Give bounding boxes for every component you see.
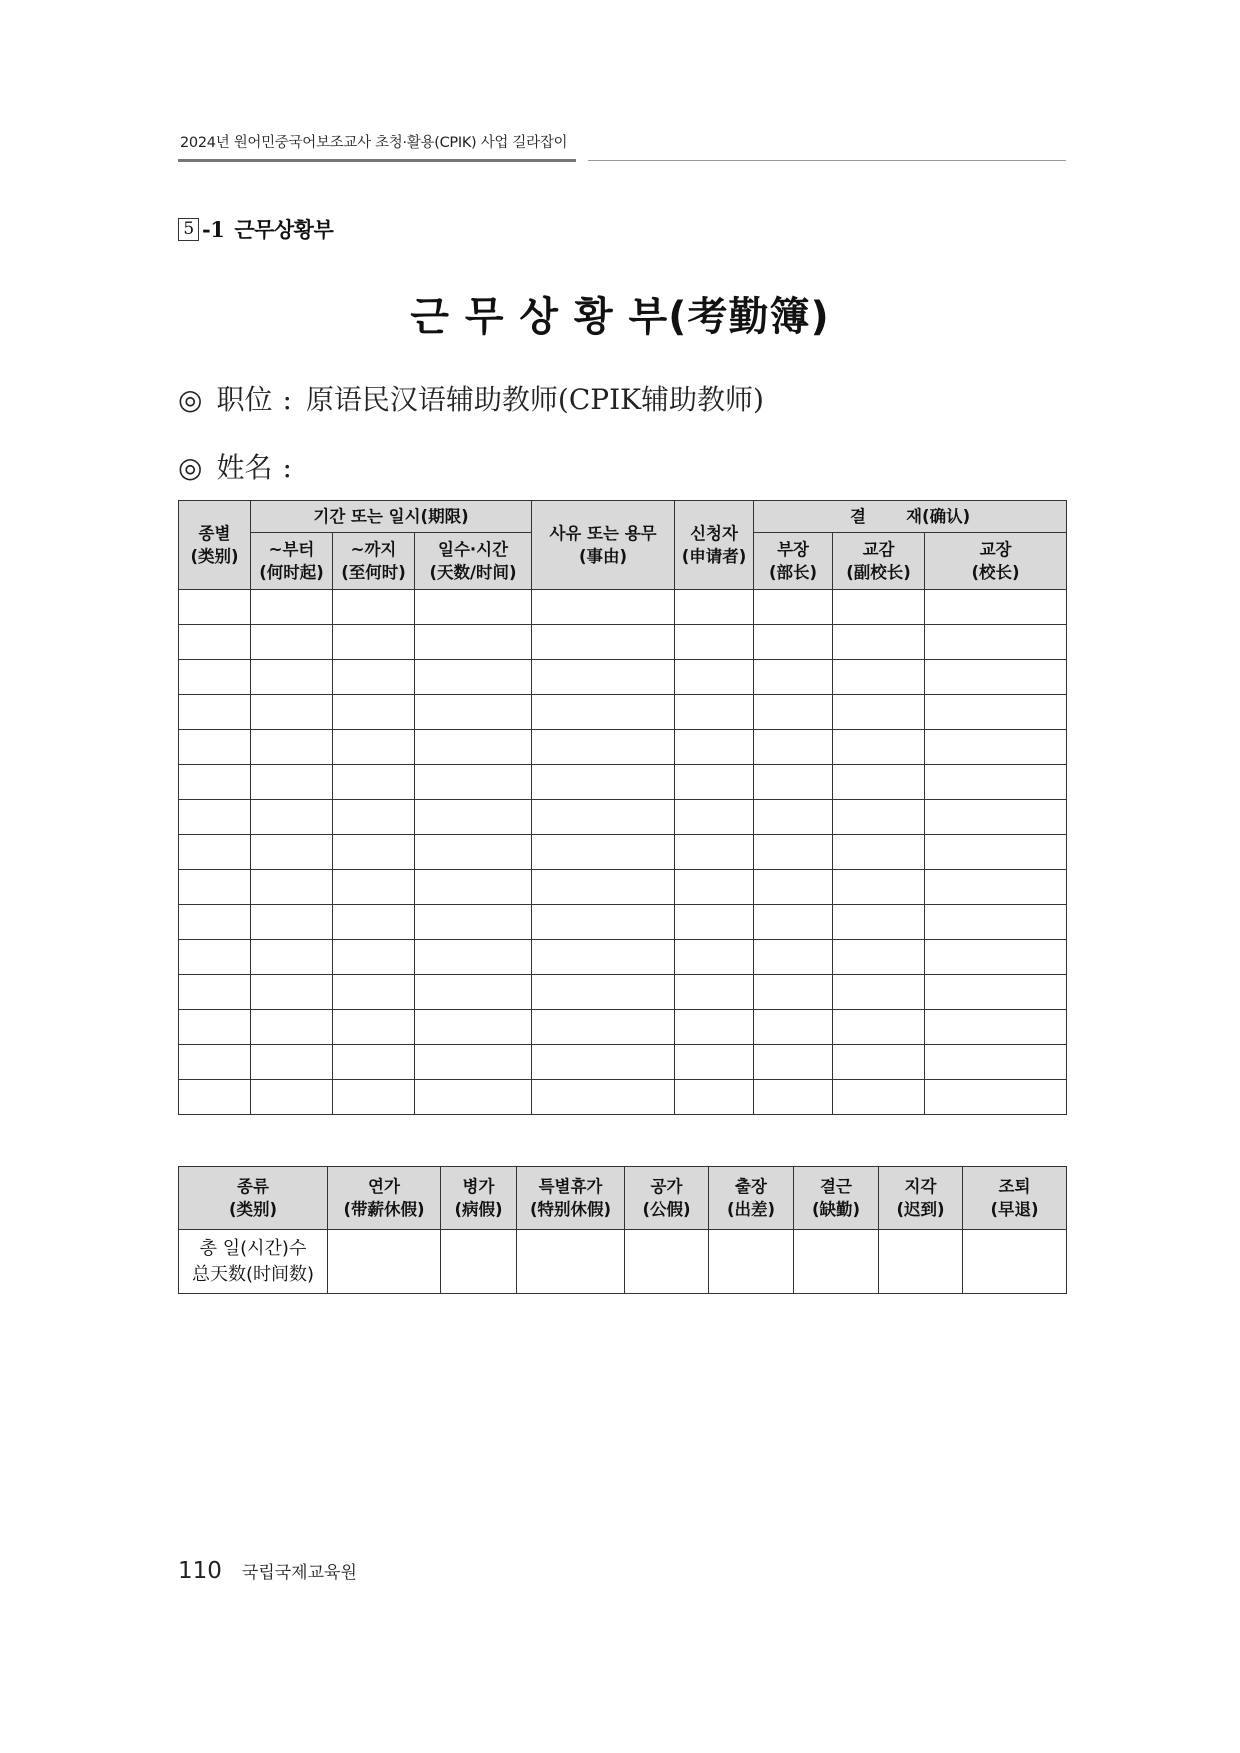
position-colon: :	[282, 383, 292, 416]
table-cell[interactable]	[251, 590, 333, 625]
summary-header-cell: 연가 (带薪休假)	[328, 1167, 441, 1230]
table-cell[interactable]	[675, 590, 754, 625]
table-row	[179, 590, 1067, 625]
table-cell[interactable]	[675, 975, 754, 1010]
running-head: 2024년 원어민중국어보조교사 초청·활용(CPIK) 사업 길라잡이	[180, 135, 568, 151]
table-row	[179, 730, 1067, 765]
table-cell[interactable]	[179, 1010, 251, 1045]
table-cell[interactable]	[415, 905, 532, 940]
table-cell[interactable]	[833, 730, 925, 765]
header-rule-thin	[588, 160, 1066, 161]
table-cell[interactable]	[251, 1045, 333, 1080]
table-cell[interactable]	[415, 730, 532, 765]
attendance-table	[178, 500, 1067, 1115]
table-cell[interactable]	[833, 765, 925, 800]
summary-header-cell: 출장 (出差)	[709, 1167, 794, 1230]
table-cell[interactable]	[833, 625, 925, 660]
table-cell[interactable]	[833, 660, 925, 695]
table-cell[interactable]	[754, 800, 833, 835]
table-cell[interactable]	[179, 975, 251, 1010]
organization-name: 국립국제교육원	[241, 1563, 357, 1583]
section-heading	[178, 214, 333, 244]
table-cell[interactable]	[333, 870, 415, 905]
table-cell[interactable]	[925, 660, 1067, 695]
table-cell[interactable]	[251, 940, 333, 975]
from-header: ~부터 (何时起)	[251, 533, 333, 590]
table-cell[interactable]	[333, 730, 415, 765]
summary-header-cell: 지각 (迟到)	[879, 1167, 963, 1230]
table-cell[interactable]	[754, 870, 833, 905]
table-cell[interactable]	[333, 625, 415, 660]
table-row	[179, 625, 1067, 660]
section-number-suffix: -1	[202, 216, 225, 242]
table-cell[interactable]	[333, 835, 415, 870]
header-rule-thick	[178, 159, 576, 162]
table-cell[interactable]	[179, 765, 251, 800]
table-cell[interactable]	[333, 660, 415, 695]
table-cell[interactable]	[179, 590, 251, 625]
table-cell[interactable]	[675, 940, 754, 975]
table-cell[interactable]	[415, 695, 532, 730]
table-row	[179, 765, 1067, 800]
section-title: 근무상황부	[234, 217, 334, 242]
table-cell[interactable]	[925, 765, 1067, 800]
principal-header: 교장 (校长)	[925, 533, 1067, 590]
table-cell[interactable]	[251, 660, 333, 695]
name-field	[178, 446, 306, 486]
table-cell[interactable]	[833, 870, 925, 905]
table-cell[interactable]	[925, 730, 1067, 765]
summary-value-cell[interactable]	[879, 1230, 963, 1294]
summary-header-cell: 특별휴가 (特别休假)	[517, 1167, 625, 1230]
table-cell[interactable]	[251, 800, 333, 835]
table-cell[interactable]	[251, 1010, 333, 1045]
summary-value-cell[interactable]	[517, 1230, 625, 1294]
table-cell[interactable]	[925, 1010, 1067, 1045]
table-cell[interactable]	[333, 975, 415, 1010]
table-cell[interactable]	[532, 940, 675, 975]
bullet-mark: ◎	[178, 383, 203, 416]
table-cell[interactable]	[833, 1045, 925, 1080]
summary-header-cell: 결근 (缺勤)	[794, 1167, 879, 1230]
position-value: 原语民汉语辅助教师(CPIK辅助教师)	[305, 383, 764, 416]
table-cell[interactable]	[754, 835, 833, 870]
days-header: 일수·시간 (天数/时间)	[415, 533, 532, 590]
table-cell[interactable]	[333, 1010, 415, 1045]
bullet-mark: ◎	[178, 451, 203, 484]
period-header: 기간 또는 일시(期限)	[251, 501, 532, 533]
summary-value-cell[interactable]	[709, 1230, 794, 1294]
applicant-header: 신청자 (申请者)	[675, 501, 754, 590]
table-cell[interactable]	[925, 625, 1067, 660]
table-cell[interactable]	[179, 660, 251, 695]
table-row	[179, 1010, 1067, 1045]
table-cell[interactable]	[925, 940, 1067, 975]
table-cell[interactable]	[833, 695, 925, 730]
table-cell[interactable]	[251, 975, 333, 1010]
table-cell[interactable]	[532, 730, 675, 765]
table-cell[interactable]	[532, 975, 675, 1010]
summary-header-cell: 병가 (病假)	[441, 1167, 517, 1230]
table-cell[interactable]	[532, 1045, 675, 1080]
summary-header-cell: 종류 (类别)	[179, 1167, 328, 1230]
table-cell[interactable]	[925, 835, 1067, 870]
table-cell[interactable]	[415, 1045, 532, 1080]
summary-header-cell: 조퇴 (早退)	[963, 1167, 1067, 1230]
table-cell[interactable]	[675, 625, 754, 660]
name-colon: :	[282, 451, 292, 484]
table-cell[interactable]	[179, 870, 251, 905]
table-cell[interactable]	[532, 1010, 675, 1045]
table-row	[179, 660, 1067, 695]
summary-value-cell[interactable]	[328, 1230, 441, 1294]
table-row	[179, 1080, 1067, 1115]
table-cell[interactable]	[925, 975, 1067, 1010]
table-cell[interactable]	[833, 800, 925, 835]
position-label: 职位	[216, 383, 273, 416]
table-cell[interactable]	[415, 660, 532, 695]
type-header: 종별 (类别)	[179, 501, 251, 590]
position-field	[178, 378, 764, 418]
reason-header: 사유 또는 용무 (事由)	[532, 501, 675, 590]
table-cell[interactable]	[179, 940, 251, 975]
table-cell[interactable]	[754, 1080, 833, 1115]
table-cell[interactable]	[833, 940, 925, 975]
table-row	[179, 940, 1067, 975]
table-cell[interactable]	[333, 695, 415, 730]
table-cell[interactable]	[415, 940, 532, 975]
table-cell[interactable]	[675, 835, 754, 870]
table-cell[interactable]	[833, 835, 925, 870]
summary-value-cell[interactable]	[441, 1230, 517, 1294]
table-cell[interactable]	[833, 975, 925, 1010]
table-cell[interactable]	[415, 870, 532, 905]
dept-head-header: 부장 (部长)	[754, 533, 833, 590]
attendance-table-body	[179, 590, 1067, 1115]
summary-header-cell: 공가 (公假)	[625, 1167, 709, 1230]
table-cell[interactable]	[179, 730, 251, 765]
table-cell[interactable]	[179, 1080, 251, 1115]
table-cell[interactable]	[754, 660, 833, 695]
table-cell[interactable]	[833, 1010, 925, 1045]
table-cell[interactable]	[179, 905, 251, 940]
table-cell[interactable]	[251, 765, 333, 800]
table-cell[interactable]	[754, 1045, 833, 1080]
table-cell[interactable]	[754, 905, 833, 940]
table-cell[interactable]	[532, 1080, 675, 1115]
table-row	[179, 870, 1067, 905]
table-cell[interactable]	[532, 625, 675, 660]
table-cell[interactable]	[925, 1080, 1067, 1115]
table-cell[interactable]	[925, 1045, 1067, 1080]
table-cell[interactable]	[251, 1080, 333, 1115]
table-cell[interactable]	[333, 1080, 415, 1115]
table-cell[interactable]	[675, 1045, 754, 1080]
table-cell[interactable]	[675, 1080, 754, 1115]
summary-value-cell[interactable]	[963, 1230, 1067, 1294]
table-cell[interactable]	[415, 1080, 532, 1115]
name-label: 姓名	[216, 451, 273, 484]
table-cell[interactable]	[532, 590, 675, 625]
table-cell[interactable]	[415, 975, 532, 1010]
table-cell[interactable]	[251, 730, 333, 765]
table-cell[interactable]	[754, 625, 833, 660]
table-cell[interactable]	[333, 590, 415, 625]
table-row	[179, 975, 1067, 1010]
table-cell[interactable]	[754, 730, 833, 765]
vice-principal-header: 교감 (副校长)	[833, 533, 925, 590]
table-cell[interactable]	[532, 905, 675, 940]
document-title: 근 무 상 황 부(考勤簿)	[410, 294, 830, 340]
table-cell[interactable]	[675, 765, 754, 800]
table-cell[interactable]	[833, 1080, 925, 1115]
page-footer	[178, 1558, 357, 1584]
table-cell[interactable]	[675, 1010, 754, 1045]
table-cell[interactable]	[925, 905, 1067, 940]
table-cell[interactable]	[675, 695, 754, 730]
table-cell[interactable]	[415, 835, 532, 870]
table-cell[interactable]	[179, 1045, 251, 1080]
table-cell[interactable]	[251, 905, 333, 940]
table-cell[interactable]	[675, 870, 754, 905]
table-cell[interactable]	[532, 695, 675, 730]
table-cell[interactable]	[251, 625, 333, 660]
table-row	[179, 905, 1067, 940]
table-cell[interactable]	[754, 975, 833, 1010]
summary-table	[178, 1166, 1067, 1294]
table-cell[interactable]	[532, 870, 675, 905]
table-cell[interactable]	[415, 625, 532, 660]
table-cell[interactable]	[179, 835, 251, 870]
table-row	[179, 835, 1067, 870]
table-cell[interactable]	[179, 625, 251, 660]
table-row	[179, 695, 1067, 730]
table-cell[interactable]	[925, 590, 1067, 625]
table-cell[interactable]	[251, 870, 333, 905]
table-cell[interactable]	[415, 590, 532, 625]
table-cell[interactable]	[251, 695, 333, 730]
table-cell[interactable]	[675, 905, 754, 940]
table-cell[interactable]	[754, 1010, 833, 1045]
table-cell[interactable]	[675, 800, 754, 835]
table-cell[interactable]	[925, 870, 1067, 905]
table-cell[interactable]	[754, 590, 833, 625]
summary-value-cell[interactable]	[794, 1230, 879, 1294]
summary-row-label: 총 일(시간)수 总天数(时间数)	[179, 1230, 328, 1294]
table-cell[interactable]	[675, 660, 754, 695]
summary-value-cell[interactable]	[625, 1230, 709, 1294]
table-cell[interactable]	[333, 765, 415, 800]
table-cell[interactable]	[754, 695, 833, 730]
table-cell[interactable]	[415, 1010, 532, 1045]
table-cell[interactable]	[179, 695, 251, 730]
table-cell[interactable]	[532, 660, 675, 695]
table-cell[interactable]	[925, 800, 1067, 835]
table-cell[interactable]	[333, 905, 415, 940]
table-cell[interactable]	[415, 800, 532, 835]
table-cell[interactable]	[251, 835, 333, 870]
table-cell[interactable]	[754, 940, 833, 975]
table-cell[interactable]	[333, 800, 415, 835]
table-cell[interactable]	[532, 765, 675, 800]
table-cell[interactable]	[925, 695, 1067, 730]
table-cell[interactable]	[754, 765, 833, 800]
table-row	[179, 800, 1067, 835]
table-cell[interactable]	[179, 800, 251, 835]
approval-header: 결 재(确认)	[754, 501, 1067, 533]
page-number: 110	[178, 1558, 222, 1584]
table-cell[interactable]	[532, 835, 675, 870]
section-number-box: 5	[178, 218, 199, 241]
table-cell[interactable]	[833, 590, 925, 625]
table-cell[interactable]	[833, 905, 925, 940]
table-cell[interactable]	[415, 765, 532, 800]
table-cell[interactable]	[532, 800, 675, 835]
table-row	[179, 1045, 1067, 1080]
table-cell[interactable]	[333, 1045, 415, 1080]
table-cell[interactable]	[333, 940, 415, 975]
to-header: ~까지 (至何时)	[333, 533, 415, 590]
table-cell[interactable]	[675, 730, 754, 765]
